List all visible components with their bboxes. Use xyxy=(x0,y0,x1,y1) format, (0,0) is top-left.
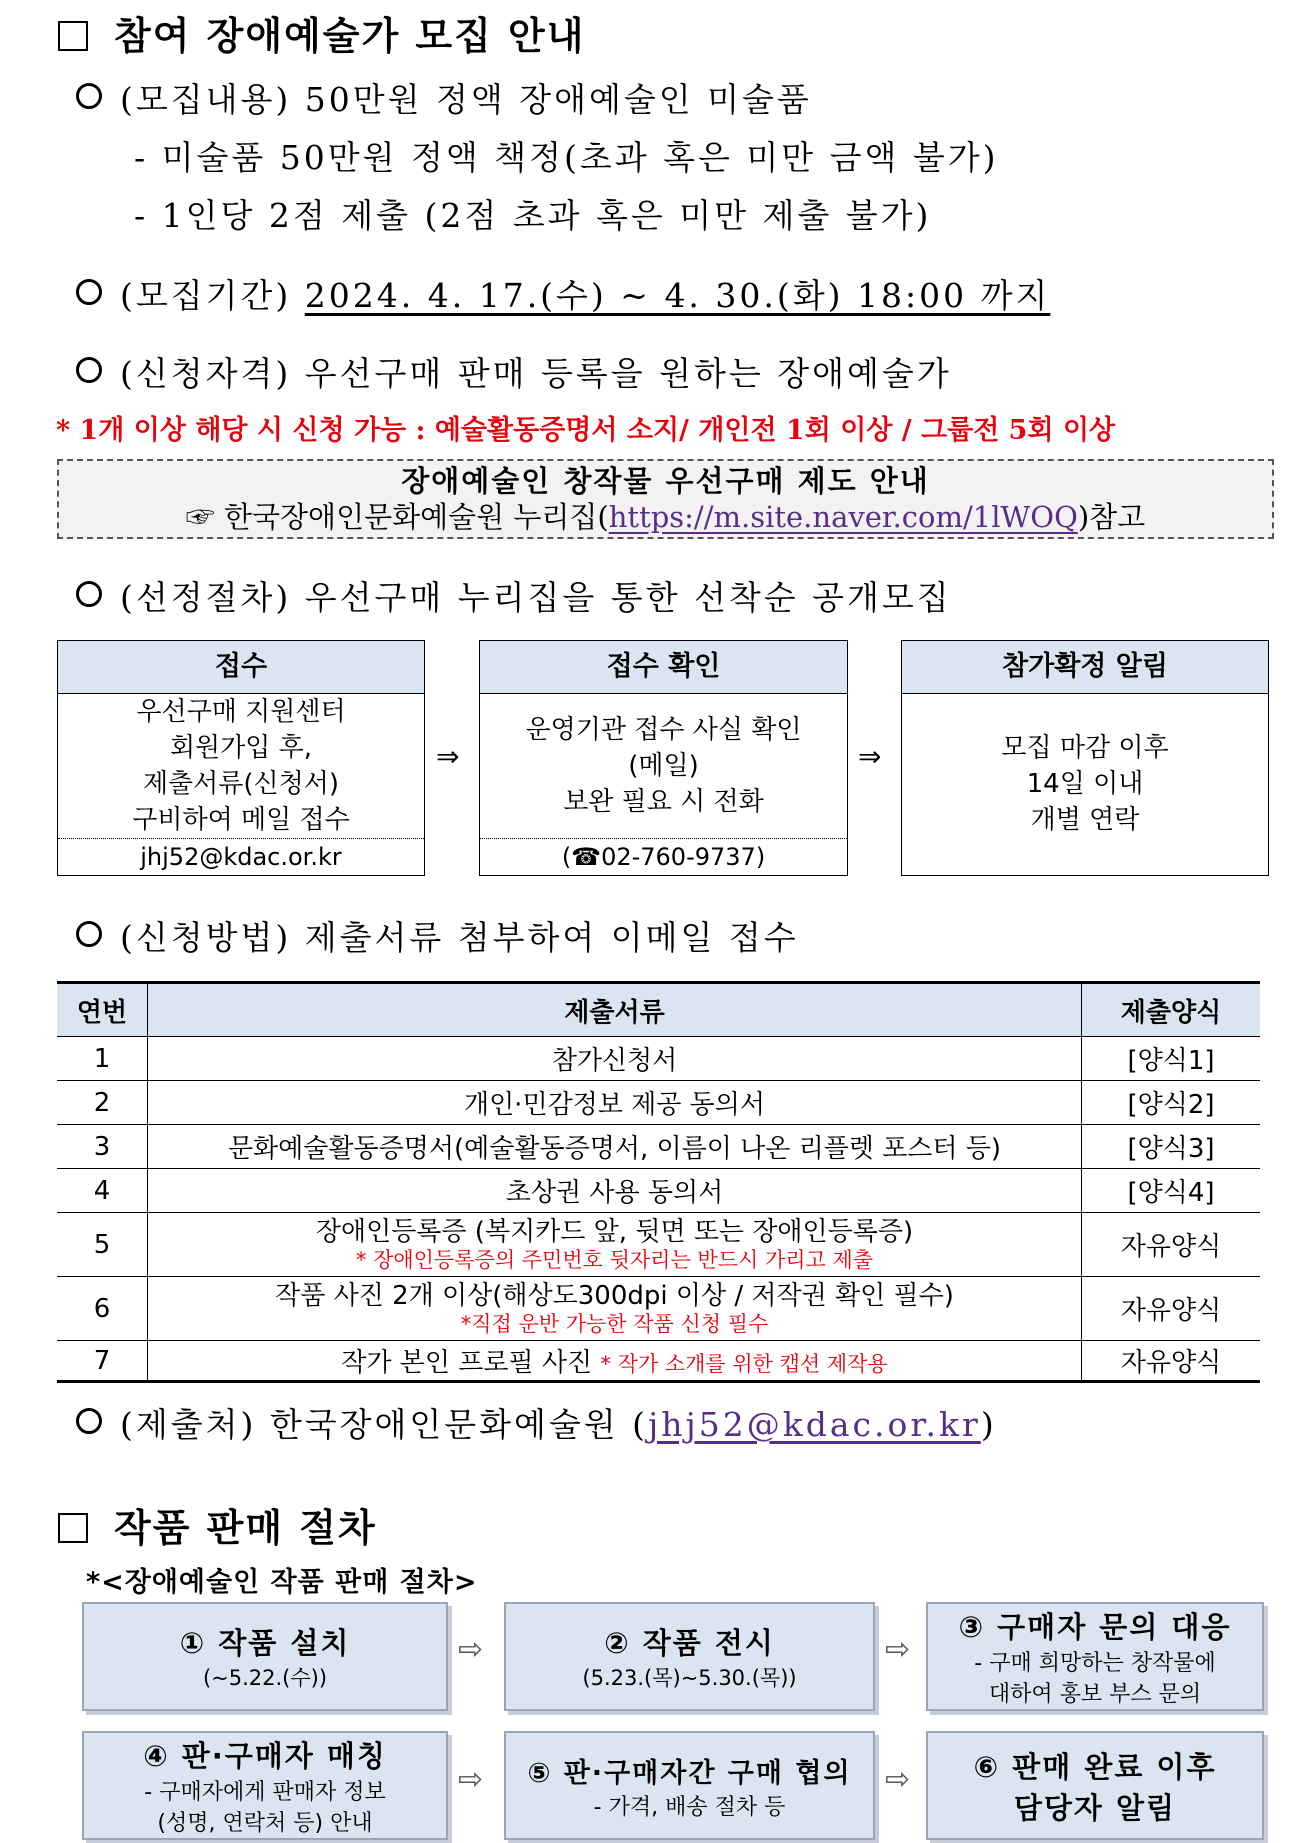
info-prefix: ☞ 한국장애인문화예술원 누리집( xyxy=(185,500,609,534)
flow-line: 모집 마감 이후 xyxy=(1001,733,1169,763)
item-label: (신청자격) xyxy=(120,354,292,393)
row-form: [양식1] xyxy=(1082,1037,1261,1081)
square-bullet-icon xyxy=(58,1513,88,1543)
flow-box-confirm xyxy=(479,640,848,876)
table-row xyxy=(57,1125,1260,1169)
step-arrow: ⇨ xyxy=(458,1632,484,1667)
table-row xyxy=(57,1277,1260,1341)
row-document xyxy=(148,1341,1082,1382)
item-label: (제출처) xyxy=(120,1405,257,1444)
row-number: 3 xyxy=(57,1125,148,1169)
table-row xyxy=(57,1169,1260,1213)
row-document: 개인·민감정보 제공 동의서 xyxy=(148,1081,1082,1125)
item-text: 우선구매 판매 등록을 원하는 장애예술가 xyxy=(304,354,952,393)
row-form: 자유양식 xyxy=(1082,1277,1261,1341)
flow-line: (메일) xyxy=(628,751,699,781)
step-desc: - 구매 희망하는 창작물에 xyxy=(974,1651,1216,1676)
step-title: ① 작품 설치 xyxy=(179,1626,351,1660)
info-line xyxy=(59,499,1272,537)
submit-line xyxy=(76,1399,997,1446)
info-box xyxy=(57,459,1274,539)
step-title: ⑥ 판매 완료 이후 xyxy=(973,1749,1217,1784)
step-desc: (성명, 연락처 등) 안내 xyxy=(157,1811,373,1836)
step-sub: (5.23.(목)~5.30.(목)) xyxy=(582,1666,797,1690)
recruit-content-line xyxy=(76,74,812,121)
qualification-line xyxy=(76,348,952,395)
row-note: * 장애인등록증의 주민번호 뒷자리는 반드시 가리고 제출 xyxy=(355,1247,874,1272)
circle-bullet-icon xyxy=(76,279,102,305)
content-sub1: - 미술품 50만원 정액 책정(초과 혹은 미만 금액 불가) xyxy=(134,138,999,177)
step-sub: (~5.22.(수)) xyxy=(202,1666,328,1690)
flow-line: 우선구매 지원센터 xyxy=(136,697,346,727)
flow-line: 보완 필요 시 전화 xyxy=(563,787,764,817)
step-arrow: ⇨ xyxy=(885,1762,911,1797)
section-title-text: 작품 판매 절차 xyxy=(114,1506,377,1550)
info-suffix: )참고 xyxy=(1077,500,1146,534)
row-note: *직접 운반 가능한 작품 신청 필수 xyxy=(460,1311,769,1336)
flow-line: 회원가입 후, xyxy=(169,733,313,763)
step-arrow: ⇨ xyxy=(458,1762,484,1797)
flow-foot-email: jhj52@kdac.or.kr xyxy=(58,838,424,875)
content-sub2: - 1인당 2점 제출 (2점 초과 혹은 미만 제출 불가) xyxy=(134,196,932,235)
item-label: (신청방법) xyxy=(120,918,292,957)
item-text: 제출서류 첨부하여 이메일 접수 xyxy=(304,918,799,957)
item-text: 우선구매 누리집을 통한 선착순 공개모집 xyxy=(304,578,952,617)
row-number: 7 xyxy=(57,1341,148,1382)
circle-bullet-icon xyxy=(76,921,102,947)
table-row xyxy=(57,1037,1260,1081)
row-document-text: 작품 사진 2개 이상(해상도300dpi 이상 / 저작권 확인 필수) xyxy=(275,1280,954,1311)
qualification-note: * 1개 이상 해당 시 신청 가능 : 예술활동증명서 소지/ 개인전 1회 이상 / 그룹전 5회 이상 xyxy=(56,415,1116,446)
circle-bullet-icon xyxy=(76,357,102,383)
info-link[interactable]: https://m.site.naver.com/1lWOQ xyxy=(608,500,1078,534)
flow-line: 제출서류(신청서) xyxy=(142,769,340,799)
step-title-2: 담당자 알림 xyxy=(1013,1790,1177,1825)
flow-head: 참가확정 알림 xyxy=(902,641,1268,694)
selection-line xyxy=(76,572,952,619)
flow-arrow: ⇒ xyxy=(436,740,460,773)
row-form: [양식3] xyxy=(1082,1125,1261,1169)
row-document-text: 작가 본인 프로필 사진 xyxy=(341,1348,593,1378)
row-document: 참가신청서 xyxy=(148,1037,1082,1081)
row-document xyxy=(148,1213,1082,1277)
row-number: 4 xyxy=(57,1169,148,1213)
period-text: 2024. 4. 17.(수) ~ 4. 30.(화) 18:00 까지 xyxy=(304,276,1051,315)
flow-line: 14일 이내 xyxy=(1026,769,1144,799)
square-bullet-icon xyxy=(58,21,88,51)
step-title: ③ 구매자 문의 대응 xyxy=(958,1610,1232,1644)
row-form: [양식2] xyxy=(1082,1081,1261,1125)
documents-table xyxy=(57,981,1260,1383)
row-note: * 작가 소개를 위한 캡션 제작용 xyxy=(600,1352,888,1376)
step-desc: - 구매자에게 판매자 정보 xyxy=(144,1780,386,1805)
section-title-recruit xyxy=(58,5,585,60)
step-1 xyxy=(82,1602,448,1711)
row-form: 자유양식 xyxy=(1082,1213,1261,1277)
flow-head: 접수 xyxy=(58,641,424,694)
table-header: 제출서류 xyxy=(148,983,1082,1037)
row-form: 자유양식 xyxy=(1082,1341,1261,1382)
circle-bullet-icon xyxy=(76,581,102,607)
flow-arrow: ⇒ xyxy=(858,740,882,773)
item-label: (모집내용) xyxy=(120,80,292,119)
sales-subtitle: *<장애예술인 작품 판매 절차> xyxy=(86,1567,478,1598)
flow-body xyxy=(902,694,1268,874)
table-row xyxy=(57,1341,1260,1382)
item-text: 50만원 정액 장애예술인 미술품 xyxy=(304,80,812,119)
flow-line: 구비하여 메일 접수 xyxy=(132,805,350,835)
step-6 xyxy=(926,1731,1264,1840)
step-title: ⑤ 판·구매자간 구매 협의 xyxy=(527,1757,852,1789)
row-form: [양식4] xyxy=(1082,1169,1261,1213)
flow-line: 개별 연락 xyxy=(1030,805,1140,835)
flow-body xyxy=(480,694,847,838)
section-title-text: 참여 장애예술가 모집 안내 xyxy=(114,14,586,58)
step-desc: - 가격, 배송 절차 등 xyxy=(593,1794,786,1820)
row-number: 1 xyxy=(57,1037,148,1081)
circle-bullet-icon xyxy=(76,83,102,109)
table-row xyxy=(57,1081,1260,1125)
row-number: 6 xyxy=(57,1277,148,1341)
step-title: ② 작품 전시 xyxy=(604,1626,775,1660)
step-2 xyxy=(504,1602,875,1711)
flow-foot-phone: (☎02-760-9737) xyxy=(480,838,847,875)
submit-close: ) xyxy=(980,1405,997,1444)
flow-box-notify xyxy=(901,640,1269,876)
recruit-period-line xyxy=(76,270,1050,317)
submit-email-link[interactable]: jhj52@kdac.or.kr xyxy=(648,1405,981,1444)
step-arrow: ⇨ xyxy=(885,1632,911,1667)
row-document: 초상권 사용 동의서 xyxy=(148,1169,1082,1213)
step-title: ④ 판·구매자 매칭 xyxy=(143,1739,387,1773)
method-line xyxy=(76,912,799,959)
row-document-text: 장애인등록증 (복지카드 앞, 뒷면 또는 장애인등록증) xyxy=(315,1216,914,1247)
table-row xyxy=(57,1213,1260,1277)
submit-text: 한국장애인문화예술원 ( xyxy=(269,1405,649,1444)
item-label: (모집기간) xyxy=(120,276,292,315)
step-4 xyxy=(82,1731,448,1840)
info-title: 장애예술인 창작물 우선구매 제도 안내 xyxy=(401,464,930,498)
table-header: 연번 xyxy=(57,983,148,1037)
table-header: 제출양식 xyxy=(1082,983,1261,1037)
step-5 xyxy=(504,1731,875,1840)
row-number: 5 xyxy=(57,1213,148,1277)
flow-line: 운영기관 접수 사실 확인 xyxy=(525,715,802,745)
flow-body xyxy=(58,694,424,838)
row-number: 2 xyxy=(57,1081,148,1125)
item-label: (선정절차) xyxy=(120,578,292,617)
flow-head: 접수 확인 xyxy=(480,641,847,694)
section-title-sales xyxy=(58,1497,377,1552)
flow-box-receipt xyxy=(57,640,425,876)
row-document xyxy=(148,1277,1082,1341)
step-3 xyxy=(926,1602,1264,1711)
row-document: 문화예술활동증명서(예술활동증명서, 이름이 나온 리플렛 포스터 등) xyxy=(148,1125,1082,1169)
step-desc: 대하여 홍보 부스 문의 xyxy=(988,1682,1202,1707)
circle-bullet-icon xyxy=(76,1408,102,1434)
